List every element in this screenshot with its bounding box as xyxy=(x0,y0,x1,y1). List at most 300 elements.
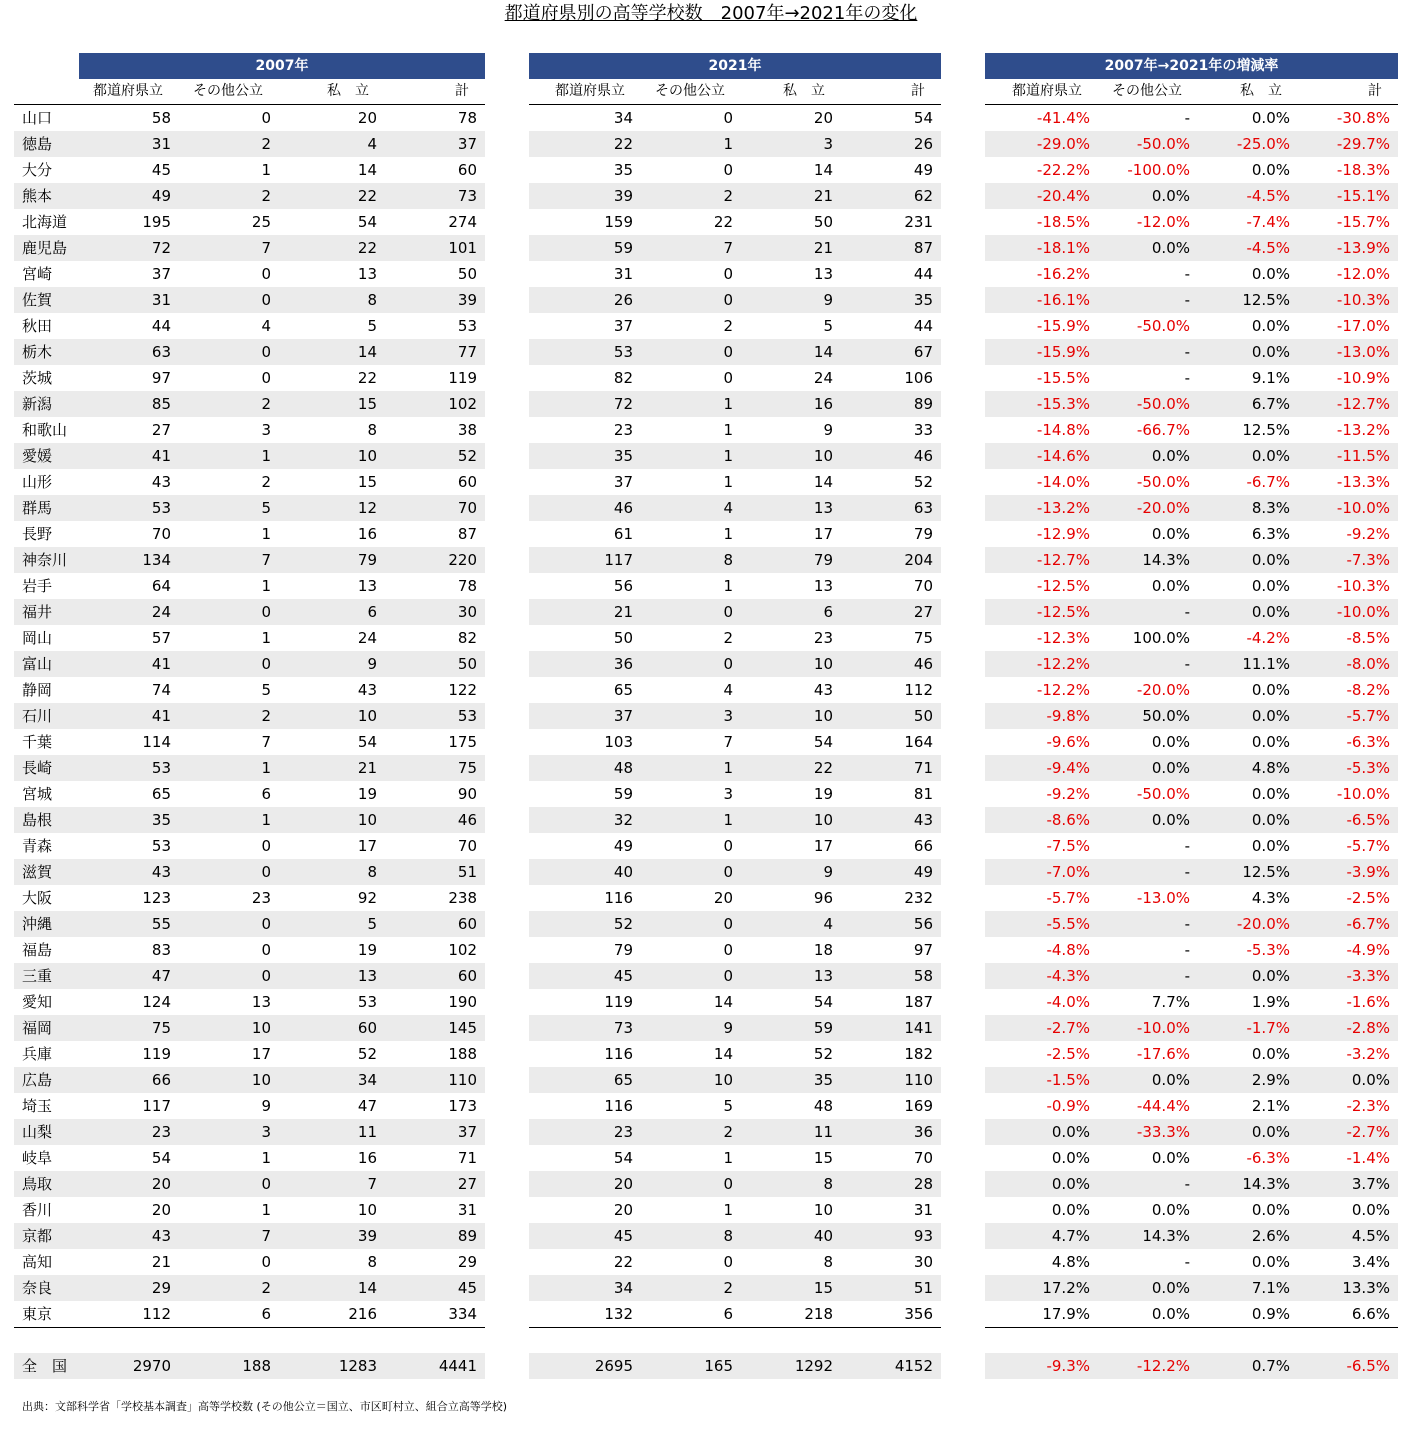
cell-other-public: - xyxy=(1098,339,1198,365)
table-row xyxy=(529,365,941,391)
cell-prefectural: -5.5% xyxy=(985,911,1098,937)
table-row xyxy=(529,911,941,937)
cell-private: -5.3% xyxy=(1246,941,1290,959)
cell-prefectural: -7.0% xyxy=(985,859,1098,885)
cell-total: 46 xyxy=(841,651,941,677)
cell-private: 4.8% xyxy=(1198,755,1298,781)
cell-prefectural: -41.4% xyxy=(1036,109,1090,127)
col-header-private: 私 立 xyxy=(1198,79,1298,105)
cell-private: 10 xyxy=(741,703,841,729)
cell-total: 102 xyxy=(385,391,485,417)
cell-total: 30 xyxy=(913,1253,933,1271)
section-title-2021: 2021年 xyxy=(529,53,941,79)
cell-total: 93 xyxy=(841,1223,941,1249)
cell-other-public: 1 xyxy=(261,1149,271,1167)
cell-other-public: 0 xyxy=(179,339,279,365)
cell-prefectural: 17.9% xyxy=(985,1301,1098,1328)
table-row xyxy=(14,1067,485,1093)
cell-prefectural: 41 xyxy=(78,443,179,469)
prefecture-name: 大阪 xyxy=(22,889,53,907)
cell-total: 51 xyxy=(841,1275,941,1301)
cell-private: 10 xyxy=(279,703,385,729)
cell-total: 231 xyxy=(904,213,933,231)
header-blank xyxy=(14,79,78,105)
col-header-prefectural: 都道府県立 xyxy=(529,79,641,105)
cell-private: 11 xyxy=(279,1119,385,1145)
cell-private: 0.0% xyxy=(1251,837,1290,855)
table-row xyxy=(529,859,941,885)
cell-private: 5 xyxy=(279,911,385,937)
table-row xyxy=(529,105,941,132)
cell-total: 3.7% xyxy=(1298,1171,1398,1197)
cell-other-public: - xyxy=(1098,287,1198,313)
table-row xyxy=(14,755,485,781)
cell-total: 112 xyxy=(904,681,933,699)
cell-total: -5.7% xyxy=(1298,703,1398,729)
cell-total: 58 xyxy=(841,963,941,989)
cell-total: 44 xyxy=(913,317,933,335)
table-row xyxy=(14,1093,485,1119)
cell-prefectural: 46 xyxy=(529,495,641,521)
cell-other-public: 25 xyxy=(251,213,271,231)
cell-private: 6.7% xyxy=(1198,391,1298,417)
table-row xyxy=(985,989,1398,1015)
cell-other-public: 5 xyxy=(261,681,271,699)
cell-prefectural: 119 xyxy=(604,993,633,1011)
cell-prefectural: 54 xyxy=(151,1149,171,1167)
table-row xyxy=(985,703,1398,729)
table-row xyxy=(985,625,1398,651)
cell-prefectural: 123 xyxy=(142,889,171,907)
cell-other-public: 0 xyxy=(179,911,279,937)
cell-other-public: 1 xyxy=(723,525,733,543)
table-row xyxy=(985,755,1398,781)
cell-total: -6.5% xyxy=(1298,807,1398,833)
cell-prefectural: 134 xyxy=(78,547,179,573)
cell-other-public: 13 xyxy=(251,993,271,1011)
cell-total: -2.7% xyxy=(1298,1119,1398,1145)
cell-prefectural: 64 xyxy=(151,577,171,595)
cell-prefectural: 34 xyxy=(613,109,633,127)
cell-other-public: -100.0% xyxy=(1127,161,1190,179)
cell-prefectural: -9.4% xyxy=(985,755,1098,781)
cell-total: 97 xyxy=(913,941,933,959)
table-row xyxy=(985,209,1398,235)
cell-private: 4 xyxy=(279,131,385,157)
cell-prefectural: -16.2% xyxy=(1036,265,1090,283)
cell-prefectural: 66 xyxy=(78,1067,179,1093)
cell-private: 0.0% xyxy=(1251,317,1290,335)
cell-total: 78 xyxy=(457,577,477,595)
table-row xyxy=(529,443,941,469)
cell-other-public: 3 xyxy=(261,421,271,439)
table-row xyxy=(14,417,485,443)
table-row xyxy=(985,807,1398,833)
cell-private: 5 xyxy=(367,317,377,335)
cell-prefectural: -12.9% xyxy=(1036,525,1090,543)
cell-prefectural: -12.2% xyxy=(1036,681,1090,699)
cell-prefectural: -29.0% xyxy=(985,131,1098,157)
cell-total: 190 xyxy=(448,993,477,1011)
table-row xyxy=(529,1145,941,1171)
cell-prefectural: 41 xyxy=(78,651,179,677)
cell-prefectural: 31 xyxy=(613,265,633,283)
cell-prefectural: 41 xyxy=(78,703,179,729)
table-row xyxy=(529,573,941,599)
cell-private: 15 xyxy=(813,1149,833,1167)
cell-prefectural: 83 xyxy=(151,941,171,959)
cell-prefectural: 79 xyxy=(613,941,633,959)
cell-prefectural: 73 xyxy=(529,1015,641,1041)
cell-total: -10.0% xyxy=(1298,599,1398,625)
table-row xyxy=(14,469,485,495)
cell-other-public: 0.0% xyxy=(1098,807,1198,833)
table-row xyxy=(529,209,941,235)
cell-private: 14 xyxy=(279,339,385,365)
cell-other-public: 9 xyxy=(261,1097,271,1115)
cell-prefectural: 70 xyxy=(151,525,171,543)
cell-total: 45 xyxy=(385,1275,485,1301)
cell-prefectural: 112 xyxy=(78,1301,179,1328)
cell-total: -2.8% xyxy=(1298,1015,1398,1041)
cell-total: -10.3% xyxy=(1336,577,1390,595)
cell-other-public: 0.0% xyxy=(1098,235,1198,261)
cell-prefectural: -8.6% xyxy=(985,807,1098,833)
table-row xyxy=(529,599,941,625)
cell-private: 10 xyxy=(741,807,841,833)
cell-other-public: 0 xyxy=(723,837,733,855)
cell-prefectural: 72 xyxy=(529,391,641,417)
table-row xyxy=(985,1145,1398,1171)
cell-total: 60 xyxy=(385,911,485,937)
cell-prefectural: 52 xyxy=(529,911,641,937)
cell-other-public: 7 xyxy=(261,733,271,751)
cell-prefectural: -2.7% xyxy=(985,1015,1098,1041)
cell-private: 54 xyxy=(357,213,377,231)
table-row xyxy=(985,157,1398,183)
cell-prefectural: -9.6% xyxy=(1046,733,1090,751)
cell-total: -6.7% xyxy=(1298,911,1398,937)
cell-prefectural: 103 xyxy=(604,733,633,751)
cell-private: 2.6% xyxy=(1198,1223,1298,1249)
cell-private: 7 xyxy=(279,1171,385,1197)
prefecture-name: 京都 xyxy=(14,1223,78,1249)
cell-prefectural: 23 xyxy=(529,1119,641,1145)
spacer-cell xyxy=(179,1328,279,1354)
cell-private: 0.0% xyxy=(1251,1201,1290,1219)
table-row xyxy=(529,157,941,183)
cell-private: 15 xyxy=(357,473,377,491)
table-row xyxy=(14,1171,485,1197)
cell-total: 51 xyxy=(385,859,485,885)
cell-other-public: 6 xyxy=(641,1301,741,1328)
table-row xyxy=(985,885,1398,911)
cell-other-public: 0.0% xyxy=(1098,443,1198,469)
cell-total: 106 xyxy=(904,369,933,387)
cell-other-public: 0.0% xyxy=(1151,577,1190,595)
table-row xyxy=(14,235,485,261)
table-row xyxy=(985,833,1398,859)
cell-private: 20 xyxy=(357,109,377,127)
table-row xyxy=(985,1275,1398,1301)
cell-other-public: 0.0% xyxy=(1098,1067,1198,1093)
cell-other-public: -20.0% xyxy=(1098,495,1198,521)
cell-private: 21 xyxy=(741,235,841,261)
cell-other-public: 0.0% xyxy=(1098,755,1198,781)
cell-private: 1.9% xyxy=(1251,993,1290,1011)
cell-total: 238 xyxy=(448,889,477,907)
prefecture-name: 奈良 xyxy=(14,1275,78,1301)
cell-other-public: - xyxy=(1098,859,1198,885)
cell-prefectural: 124 xyxy=(142,993,171,1011)
cell-private: 10 xyxy=(741,651,841,677)
table-row xyxy=(14,599,485,625)
cell-private: 10 xyxy=(813,1201,833,1219)
cell-prefectural: 55 xyxy=(78,911,179,937)
cell-private: 43 xyxy=(813,681,833,699)
cell-private: 0.9% xyxy=(1198,1301,1298,1328)
cell-private: 48 xyxy=(813,1097,833,1115)
table-row xyxy=(529,625,941,651)
cell-private: 8 xyxy=(823,1253,833,1271)
table-row xyxy=(985,963,1398,989)
table-row xyxy=(14,443,485,469)
cell-private: 54 xyxy=(813,733,833,751)
cell-private: 92 xyxy=(357,889,377,907)
table-row xyxy=(529,1301,941,1328)
table-row xyxy=(14,1275,485,1301)
cell-prefectural: -0.9% xyxy=(1046,1097,1090,1115)
table-row xyxy=(985,1041,1398,1067)
cell-total: 75 xyxy=(385,755,485,781)
cell-total: -1.6% xyxy=(1346,993,1390,1011)
table-row xyxy=(529,1119,941,1145)
cell-other-public: - xyxy=(1098,651,1198,677)
cell-other-public: 17 xyxy=(251,1045,271,1063)
cell-other-public: 0.0% xyxy=(1151,1201,1190,1219)
cell-other-public: 0.0% xyxy=(1151,733,1190,751)
cell-other-public: -50.0% xyxy=(1136,473,1190,491)
cell-prefectural: -12.3% xyxy=(1036,629,1090,647)
cell-private: 9 xyxy=(741,287,841,313)
cell-private: 18 xyxy=(813,941,833,959)
cell-private: 0.0% xyxy=(1198,443,1298,469)
cell-other-public: 2 xyxy=(179,703,279,729)
cell-total: -3.3% xyxy=(1298,963,1398,989)
prefecture-name: 富山 xyxy=(14,651,78,677)
cell-other-public: 4 xyxy=(723,681,733,699)
cell-prefectural: 49 xyxy=(78,183,179,209)
table-row xyxy=(529,1197,941,1223)
section-title-change-rate: 2007年→2021年の増減率 xyxy=(985,53,1398,79)
cell-other-public: - xyxy=(1184,1253,1190,1271)
cell-private: -4.5% xyxy=(1198,235,1298,261)
cell-prefectural: 21 xyxy=(529,599,641,625)
cell-total: -3.9% xyxy=(1298,859,1398,885)
table-row xyxy=(985,729,1398,755)
cell-other-public: 2 xyxy=(723,317,733,335)
cell-prefectural: -2.5% xyxy=(1046,1045,1090,1063)
table-row xyxy=(985,937,1398,963)
cell-total: 119 xyxy=(448,369,477,387)
cell-prefectural: 20 xyxy=(151,1201,171,1219)
cell-private: 17 xyxy=(813,837,833,855)
cell-other-public: 20 xyxy=(713,889,733,907)
table-row xyxy=(985,261,1398,287)
cell-private: 13 xyxy=(741,495,841,521)
cell-other-public: 4 xyxy=(641,495,741,521)
cell-other-public: 2 xyxy=(179,391,279,417)
prefecture-name: 大分 xyxy=(22,161,53,179)
table-row xyxy=(529,521,941,547)
cell-prefectural: 24 xyxy=(78,599,179,625)
cell-total: 220 xyxy=(385,547,485,573)
prefecture-name: 鳥取 xyxy=(14,1171,78,1197)
cell-private: 54 xyxy=(813,993,833,1011)
cell-private: 6 xyxy=(279,599,385,625)
cell-total: -4.9% xyxy=(1346,941,1390,959)
table-row xyxy=(985,1119,1398,1145)
cell-total: 175 xyxy=(448,733,477,751)
cell-other-public: 23 xyxy=(251,889,271,907)
cell-prefectural: -12.7% xyxy=(985,547,1098,573)
cell-prefectural: -9.3% xyxy=(985,1353,1098,1379)
cell-prefectural: 49 xyxy=(613,837,633,855)
cell-prefectural: 117 xyxy=(529,547,641,573)
prefecture-name: 茨城 xyxy=(22,369,53,387)
cell-prefectural: 35 xyxy=(78,807,179,833)
cell-prefectural: 53 xyxy=(529,339,641,365)
cell-private: 13 xyxy=(279,963,385,989)
prefecture-name: 長野 xyxy=(22,525,53,543)
cell-total: 4.5% xyxy=(1298,1223,1398,1249)
table-row xyxy=(985,391,1398,417)
cell-prefectural: 35 xyxy=(613,161,633,179)
cell-private: 0.0% xyxy=(1251,265,1290,283)
cell-private: 10 xyxy=(741,443,841,469)
header-row xyxy=(529,79,941,105)
cell-total: 60 xyxy=(385,963,485,989)
cell-other-public: 10 xyxy=(179,1067,279,1093)
prefecture-name: 滋賀 xyxy=(14,859,78,885)
cell-total: -12.7% xyxy=(1298,391,1398,417)
cell-other-public: 0 xyxy=(641,287,741,313)
cell-private: 14 xyxy=(813,161,833,179)
cell-private: 1283 xyxy=(279,1353,385,1379)
cell-prefectural: 56 xyxy=(613,577,633,595)
cell-total: 31 xyxy=(913,1201,933,1219)
cell-private: 17 xyxy=(357,837,377,855)
cell-other-public: 7.7% xyxy=(1151,993,1190,1011)
cell-other-public: -12.0% xyxy=(1136,213,1190,231)
col-header-other-public: その他公立 xyxy=(641,79,741,105)
cell-other-public: 1 xyxy=(723,421,733,439)
cell-private: 10 xyxy=(279,443,385,469)
cell-prefectural: -1.5% xyxy=(985,1067,1098,1093)
cell-other-public: 14 xyxy=(713,1045,733,1063)
cell-other-public: 1 xyxy=(723,577,733,595)
cell-total: 169 xyxy=(904,1097,933,1115)
prefecture-name: 東京 xyxy=(14,1301,78,1328)
cell-total: 26 xyxy=(841,131,941,157)
table-row xyxy=(14,1015,485,1041)
cell-total: -13.0% xyxy=(1298,339,1398,365)
col-header-private: 私 立 xyxy=(279,79,385,105)
spacer-row xyxy=(14,1328,485,1354)
cell-total: 4152 xyxy=(841,1353,941,1379)
cell-prefectural: 63 xyxy=(78,339,179,365)
cell-other-public: 0 xyxy=(641,963,741,989)
table-row xyxy=(985,1067,1398,1093)
table-row xyxy=(14,911,485,937)
col-header-other-public: その他公立 xyxy=(1098,79,1198,105)
total-row xyxy=(529,1353,941,1379)
spacer-row xyxy=(529,1328,941,1354)
table-row xyxy=(985,235,1398,261)
cell-private: 16 xyxy=(741,391,841,417)
header-row xyxy=(985,79,1398,105)
prefecture-name: 熊本 xyxy=(14,183,78,209)
cell-other-public: -13.0% xyxy=(1136,889,1190,907)
cell-other-public: 7 xyxy=(723,733,733,751)
cell-other-public: 2 xyxy=(261,473,271,491)
spacer-cell xyxy=(841,1328,941,1354)
cell-private: 8.3% xyxy=(1198,495,1298,521)
table-row xyxy=(985,469,1398,495)
cell-total: 36 xyxy=(841,1119,941,1145)
cell-prefectural: 45 xyxy=(529,1223,641,1249)
table-row xyxy=(985,1249,1398,1275)
cell-total: 70 xyxy=(913,1149,933,1167)
table-row xyxy=(14,573,485,599)
cell-other-public: 2 xyxy=(641,1275,741,1301)
cell-private: 79 xyxy=(279,547,385,573)
cell-private: 13 xyxy=(741,963,841,989)
cell-total: 188 xyxy=(448,1045,477,1063)
cell-private: 2.9% xyxy=(1198,1067,1298,1093)
cell-total: 90 xyxy=(457,785,477,803)
cell-private: 12 xyxy=(279,495,385,521)
cell-total: -7.3% xyxy=(1298,547,1398,573)
cell-total: 78 xyxy=(457,109,477,127)
prefecture-name: 香川 xyxy=(22,1201,53,1219)
cell-prefectural: -4.0% xyxy=(1046,993,1090,1011)
cell-prefectural: 59 xyxy=(613,785,633,803)
cell-other-public: 50.0% xyxy=(1098,703,1198,729)
cell-private: -7.4% xyxy=(1246,213,1290,231)
cell-other-public: 1 xyxy=(641,807,741,833)
cell-private: 218 xyxy=(741,1301,841,1328)
table-row xyxy=(14,937,485,963)
cell-total: 0.0% xyxy=(1351,1201,1390,1219)
spacer-cell xyxy=(1098,1328,1198,1354)
cell-private: 11.1% xyxy=(1198,651,1298,677)
cell-total: -8.2% xyxy=(1346,681,1390,699)
cell-total: 82 xyxy=(457,629,477,647)
section-change-rate xyxy=(985,53,1398,1379)
cell-private: 0.0% xyxy=(1251,785,1290,803)
prefecture-name: 栃木 xyxy=(14,339,78,365)
prefecture-name: 宮城 xyxy=(22,785,53,803)
cell-prefectural: 20 xyxy=(78,1171,179,1197)
cell-other-public: 0 xyxy=(261,369,271,387)
table-row xyxy=(529,339,941,365)
prefecture-name: 神奈川 xyxy=(14,547,78,573)
cell-total: 60 xyxy=(457,473,477,491)
cell-total: -5.3% xyxy=(1298,755,1398,781)
cell-private: 19 xyxy=(357,785,377,803)
cell-private: 1292 xyxy=(741,1353,841,1379)
